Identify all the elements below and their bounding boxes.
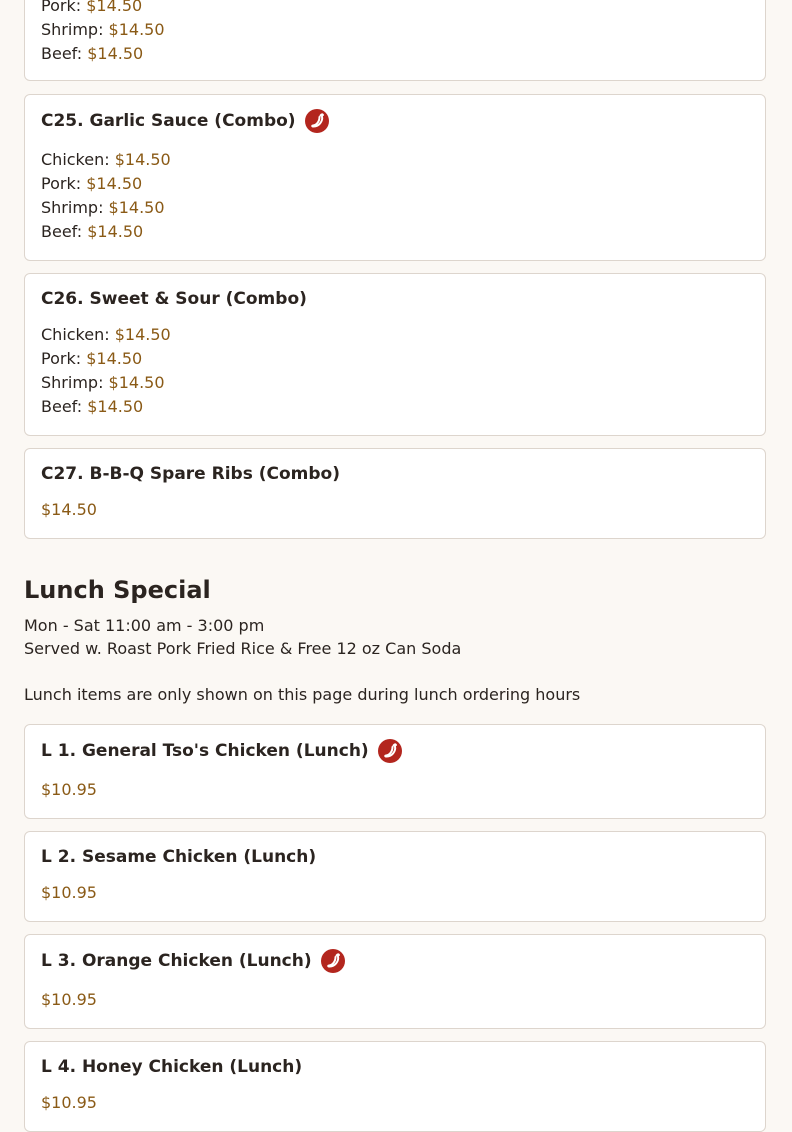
price-value: $14.50	[87, 222, 144, 241]
price-value: $14.50	[86, 0, 143, 15]
price-value: $10.95	[41, 1093, 97, 1112]
chili-pepper-icon	[378, 739, 402, 763]
price-value: $14.50	[108, 198, 165, 217]
price-value: $14.50	[87, 44, 144, 63]
price-label: Shrimp:	[41, 373, 104, 392]
price-label: Beef:	[41, 44, 83, 63]
menu-item-title: L 3. Orange Chicken (Lunch)	[41, 951, 312, 971]
price-value: $10.95	[41, 780, 97, 799]
menu-item-title: C27. B-B-Q Spare Ribs (Combo)	[41, 464, 341, 484]
price-label: Shrimp:	[41, 198, 104, 217]
section-hours: Mon - Sat 11:00 am - 3:00 pm	[24, 616, 265, 635]
price-label: Pork:	[41, 174, 82, 193]
price-row-shrimp	[41, 371, 171, 395]
menu-item-c25[interactable]	[24, 94, 766, 261]
section-note: Lunch items are only shown on this page during lunch ordering hours	[24, 685, 581, 704]
price-label: Chicken:	[41, 325, 110, 344]
menu-item-c26[interactable]	[24, 273, 766, 436]
price-row-pork	[41, 0, 165, 18]
section-title: Lunch Special	[24, 576, 211, 604]
menu-item-title: L 2. Sesame Chicken (Lunch)	[41, 847, 317, 867]
price-row-chicken	[41, 148, 171, 172]
price-value: $14.50	[114, 325, 171, 344]
price-value: $10.95	[41, 990, 97, 1009]
price-value: $14.50	[41, 500, 97, 519]
price-value: $14.50	[86, 349, 143, 368]
price-value: $10.95	[41, 883, 97, 902]
price-label: Pork:	[41, 349, 82, 368]
price-label: Shrimp:	[41, 20, 104, 39]
menu-item-title: C26. Sweet & Sour (Combo)	[41, 289, 307, 309]
menu-item-l2[interactable]	[24, 831, 766, 922]
menu-item-l1[interactable]	[24, 724, 766, 819]
price-row-shrimp	[41, 18, 165, 42]
price-row-pork	[41, 172, 171, 196]
menu-item-c27[interactable]	[24, 448, 766, 539]
price-label: Pork:	[41, 0, 82, 15]
menu-item-card-partial[interactable]	[24, 0, 766, 81]
price-value: $14.50	[114, 150, 171, 169]
price-row-pork	[41, 347, 171, 371]
price-label: Chicken:	[41, 150, 110, 169]
menu-item-l4[interactable]	[24, 1041, 766, 1132]
price-value: $14.50	[86, 174, 143, 193]
price-value: $14.50	[108, 20, 165, 39]
menu-item-title: L 4. Honey Chicken (Lunch)	[41, 1057, 303, 1077]
chili-pepper-icon	[305, 109, 329, 133]
chili-pepper-icon	[321, 949, 345, 973]
menu-item-title: L 1. General Tso's Chicken (Lunch)	[41, 741, 369, 761]
price-label: Beef:	[41, 222, 83, 241]
price-value: $14.50	[87, 397, 144, 416]
price-row-beef	[41, 395, 171, 419]
section-description: Served w. Roast Pork Fried Rice & Free 12 oz Can Soda	[24, 639, 462, 658]
price-row-chicken	[41, 323, 171, 347]
menu-item-title: C25. Garlic Sauce (Combo)	[41, 111, 296, 131]
price-row-beef	[41, 220, 171, 244]
price-row-beef	[41, 42, 165, 66]
price-label: Beef:	[41, 397, 83, 416]
price-value: $14.50	[108, 373, 165, 392]
price-row-shrimp	[41, 196, 171, 220]
menu-item-l3[interactable]	[24, 934, 766, 1029]
